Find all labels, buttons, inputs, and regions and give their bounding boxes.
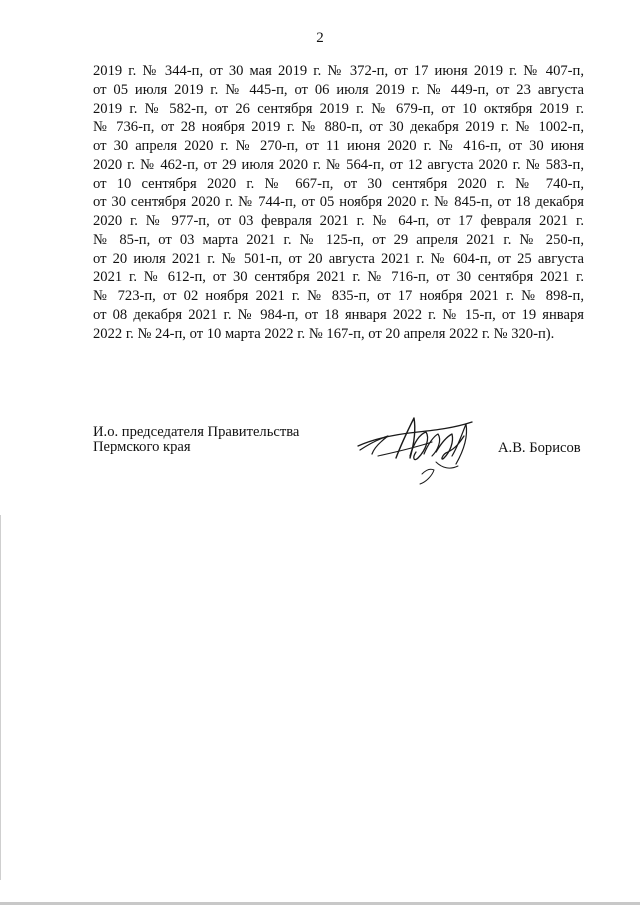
body-line: от 05 июля 2019 г. № 445-п, от 06 июля 2019 г. № 449-п, от 23 августа	[93, 81, 584, 98]
signatory-position-line2: Пермского края	[93, 439, 191, 455]
body-line: 2019 г. № 582-п, от 26 сентября 2019 г. № 679-п, от 10 октября 2019 г.	[93, 100, 584, 117]
body-text	[93, 62, 584, 343]
body-line: от 08 декабря 2021 г. № 984-п, от 18 января 2022 г. № 15-п, от 19 января	[93, 306, 584, 323]
body-line: от 30 сентября 2020 г. № 744-п, от 05 ноября 2020 г. № 845-п, от 18 декабря	[93, 194, 584, 211]
body-line: № 736-п, от 28 ноября 2019 г. № 880-п, от 30 декабря 2019 г. № 1002-п,	[93, 119, 584, 136]
body-line: 2020 г. № 462-п, от 29 июля 2020 г. № 564-п, от 12 августа 2020 г. № 583-п,	[93, 156, 584, 173]
body-line: № 723-п, от 02 ноября 2021 г. № 835-п, от 17 ноября 2021 г. № 898-п,	[93, 288, 584, 304]
left-edge-mark	[0, 515, 1, 880]
signer-name: А.В. Борисов	[498, 440, 581, 456]
body-line-last: 2022 г. № 24-п, от 10 марта 2022 г. № 167-п, от 20 апреля 2022 г. № 320-п).	[93, 325, 555, 342]
body-line: № 85-п, от 03 марта 2021 г. № 125-п, от 29 апреля 2021 г. № 250-п,	[93, 231, 584, 248]
body-line: 2021 г. № 612-п, от 30 сентября 2021 г. № 716-п, от 30 сентября 2021 г.	[93, 269, 584, 286]
signatory-position-line1: И.о. председателя Правительства	[93, 424, 300, 440]
body-line: от 10 сентября 2020 г. № 667-п, от 30 сентября 2020 г. № 740-п,	[93, 175, 584, 192]
body-line: 2020 г. № 977-п, от 03 февраля 2021 г. № 64-п, от 17 февраля 2021 г.	[93, 213, 584, 229]
body-line: 2019 г. № 344-п, от 30 мая 2019 г. № 372-п, от 17 июня 2019 г. № 407-п,	[93, 63, 584, 79]
body-line: от 30 апреля 2020 г. № 270-п, от 11 июня 2020 г. № 416-п, от 30 июня	[93, 138, 584, 154]
handwritten-signature	[352, 412, 480, 487]
signatory-title	[93, 425, 299, 455]
page-number: 2	[316, 30, 324, 46]
body-line: от 20 июля 2021 г. № 501-п, от 20 августа 2021 г. № 604-п, от 25 августа	[93, 250, 584, 267]
